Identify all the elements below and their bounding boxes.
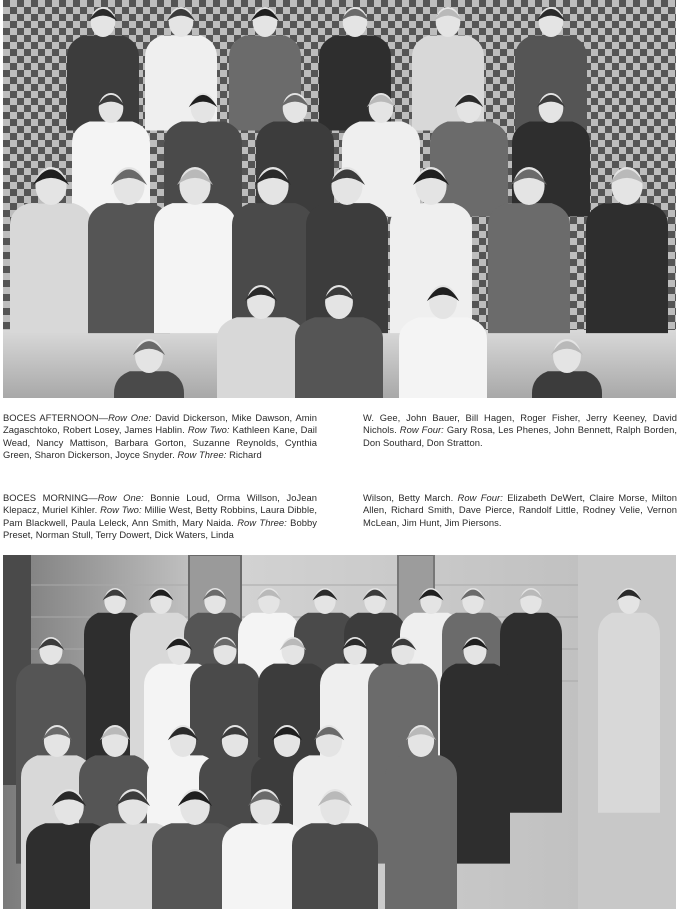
afternoon-row-two-names: Kathleen Kane, Dail Wead, Nancy Mattison, Barbara Gorton, Suzanne Reynolds, Cynthia Green, Sharon Dickerson, Joyce Snyder. [3,424,317,461]
morning-row-two-names: Millie West, Betty Robbins, Laura Dibble, Pam Blackwell, Paula Leleck, Ann Smith, Mary Naida. [3,504,318,528]
morning-group-photo [3,555,676,909]
afternoon-caption-col2 [363,412,677,449]
afternoon-row-four-names: Gary Rosa, Les Phenes, John Bennett, Ralph Borden, Don Southard, Don Stratton. [363,424,677,448]
afternoon-row-three-names-cont: W. Gee, John Bauer, Bill Hagen, Roger Fisher, Jerry Keeney, David Nichols. [363,412,677,436]
afternoon-row-two-label: Row Two: [187,424,230,436]
afternoon-row-one-label: Row One: [108,412,152,423]
morning-row-one-names: Bonnie Loud, Orma Willson, JoJean Klepacz, Muriel Kihler. [3,492,318,516]
afternoon-caption-title: BOCES AFTERNOON [3,412,99,423]
afternoon-caption-dash: — [98,412,109,423]
morning-person [598,588,660,813]
morning-row-four-label: Row Four: [457,492,503,503]
afternoon-row-three-label: Row Three: [177,449,227,461]
morning-row-three-names-start: Bobby Preset, Norman Stull, Terry Dowert, Dick Waters, Linda [3,516,318,541]
afternoon-photo-graphic [3,0,676,398]
afternoon-row-three-names-start: Richard [229,449,262,461]
morning-caption-col2 [363,492,677,529]
afternoon-caption [3,412,676,472]
afternoon-group-photo [3,0,676,398]
morning-caption [3,492,676,552]
morning-row-three-label: Row Three: [237,516,287,528]
afternoon-caption-col1 [3,412,317,462]
morning-row-two-label: Row Two: [100,504,142,516]
afternoon-row-one-names: David Dickerson, Mike Dawson, Amin Zagaschtoko, Robert Losey, James Hablin. [3,412,318,436]
morning-photo-graphic [3,555,676,909]
morning-caption-dash: — [88,492,98,503]
morning-row-three-names-cont: Wilson, Betty March. [363,492,454,503]
morning-row-one-label: Row One: [97,492,144,503]
afternoon-row-four-label: Row Four: [399,424,444,436]
morning-caption-title: BOCES MORNING [3,492,89,503]
morning-caption-col1 [3,492,317,542]
morning-row-four-names: Elizabeth DeWert, Claire Morse, Milton Allen, Richard Smith, Dave Pierce, Randolf Little, Rodney Velie, Vernon McLean, Jim Hunt, Jim Piersons. [363,492,677,528]
